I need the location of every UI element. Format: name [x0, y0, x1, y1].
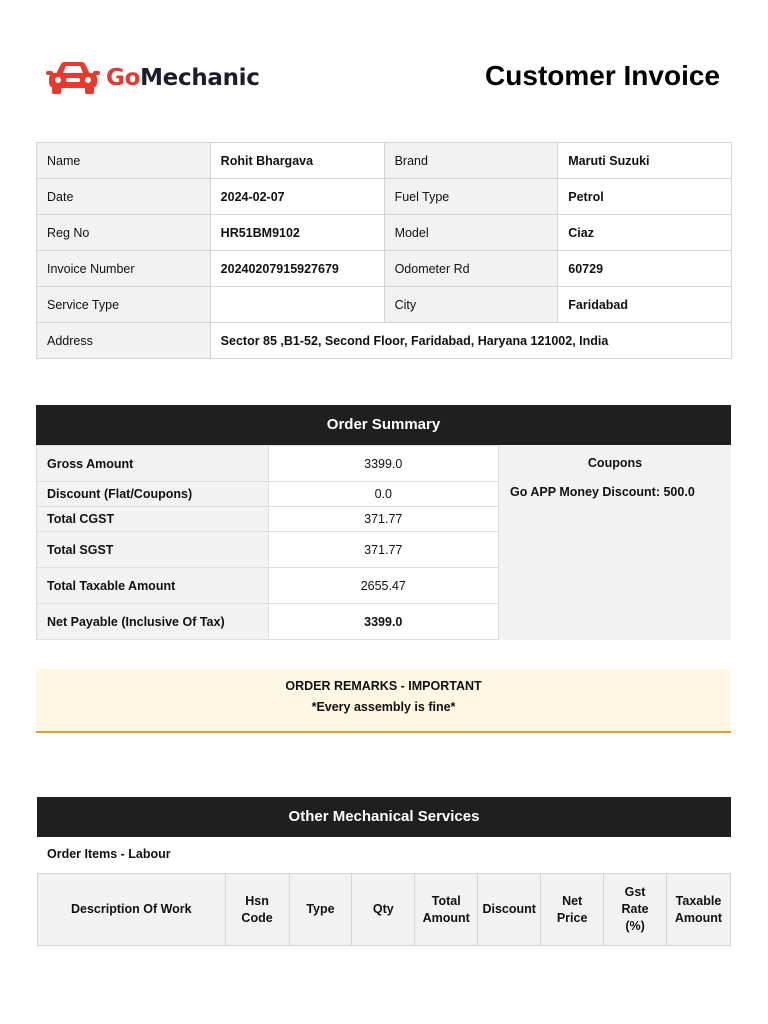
field-value: 2024-02-07: [210, 179, 384, 215]
remarks-text: *Every assembly is fine*: [311, 700, 456, 714]
customer-details-table: [36, 142, 732, 359]
column-header: [289, 874, 352, 946]
summary-label: Total Taxable Amount: [37, 568, 269, 604]
column-header: [604, 874, 667, 946]
customer-row: [37, 143, 732, 179]
order-summary-section: [36, 405, 731, 640]
field-value: Rohit Bhargava: [210, 143, 384, 179]
address-value: Sector 85 ,B1-52, Second Floor, Faridabad, Haryana 121002, India: [210, 323, 731, 359]
coupons-value: Go APP Money Discount: 500.0: [510, 485, 695, 499]
summary-value: 2655.47: [268, 568, 498, 604]
column-header-text: Gst: [624, 885, 646, 899]
gomechanic-logo: [46, 58, 260, 98]
order-summary-rows: [37, 446, 499, 640]
column-header: [225, 874, 289, 946]
summary-label: Total SGST: [37, 532, 269, 568]
car-icon: [46, 60, 100, 96]
summary-label: Total CGST: [37, 507, 269, 532]
customer-row: [37, 215, 732, 251]
field-label: City: [384, 287, 558, 323]
summary-row: [37, 507, 499, 532]
column-header-text: Hsn: [245, 893, 269, 908]
column-header-text: Taxable: [675, 893, 722, 908]
summary-row: [37, 446, 499, 482]
column-header-text: Qty: [372, 902, 394, 916]
customer-row: [37, 287, 732, 323]
order-items-label: Order Items - Labour: [47, 847, 171, 861]
coupons-title: Coupons: [587, 456, 643, 470]
summary-value: 0.0: [268, 482, 498, 507]
summary-row: [37, 532, 499, 568]
field-label: Odometer Rd: [384, 251, 558, 287]
summary-label: Net Payable (Inclusive Of Tax): [37, 604, 269, 640]
customer-details-body: [37, 143, 732, 359]
column-header-text: Total: [431, 893, 461, 908]
column-header: [666, 874, 730, 946]
summary-value: 3399.0: [268, 446, 498, 482]
brand-name: [106, 65, 260, 91]
order-remarks: [36, 669, 731, 733]
field-label: Invoice Number: [37, 251, 211, 287]
order-summary-title: Order Summary: [36, 405, 731, 445]
field-value: [210, 287, 384, 323]
summary-value: 371.77: [268, 532, 498, 568]
summary-row: [37, 604, 499, 640]
summary-label: Discount (Flat/Coupons): [37, 482, 269, 507]
column-header-text: Net: [562, 893, 583, 908]
column-header: [478, 874, 541, 946]
column-header-text: Type: [306, 902, 335, 916]
other-services-title: Other Mechanical Services: [37, 797, 731, 837]
summary-value: 3399.0: [268, 604, 498, 640]
field-value: Maruti Suzuki: [558, 143, 732, 179]
field-label: Date: [37, 179, 211, 215]
column-header-text: (%): [625, 919, 645, 933]
column-header-text: Code: [241, 910, 273, 925]
labour-items-header-row: [38, 874, 731, 946]
address-label: Address: [37, 323, 211, 359]
field-label: Name: [37, 143, 211, 179]
customer-row: [37, 251, 732, 287]
order-summary-table: [36, 445, 499, 640]
column-header-text: Discount: [482, 902, 536, 916]
address-row: [37, 323, 732, 359]
field-value: Faridabad: [558, 287, 732, 323]
page-title: Customer Invoice: [485, 60, 720, 91]
column-header-text: Description Of Work: [70, 902, 192, 916]
remarks-title: ORDER REMARKS - IMPORTANT: [285, 679, 482, 693]
field-label: Fuel Type: [384, 179, 558, 215]
column-header-text: Amount: [422, 910, 470, 925]
field-value: 60729: [558, 251, 732, 287]
column-header-text: Rate: [621, 902, 649, 916]
other-services-section: [37, 797, 731, 946]
brand-mechanic: Mechanic: [140, 65, 260, 91]
field-value: Petrol: [558, 179, 732, 215]
invoice-header: [0, 0, 768, 120]
column-header: [352, 874, 415, 946]
field-value: 20240207915927679: [210, 251, 384, 287]
brand-go: Go: [106, 65, 141, 91]
column-header: [38, 874, 226, 946]
summary-label: Gross Amount: [37, 446, 269, 482]
field-value: Ciaz: [558, 215, 732, 251]
column-header: [541, 874, 604, 946]
summary-row: [37, 482, 499, 507]
column-header-text: Amount: [674, 910, 723, 925]
column-header: [415, 874, 478, 946]
field-label: Reg No: [37, 215, 211, 251]
order-summary-body: [36, 445, 731, 640]
field-value: HR51BM9102: [210, 215, 384, 251]
coupons-panel: [499, 445, 731, 640]
customer-row: [37, 179, 732, 215]
field-label: Model: [384, 215, 558, 251]
summary-value: 371.77: [268, 507, 498, 532]
field-label: Service Type: [37, 287, 211, 323]
field-label: Brand: [384, 143, 558, 179]
column-header-text: Price: [556, 910, 588, 925]
labour-items-table: [37, 873, 731, 946]
summary-row: [37, 568, 499, 604]
